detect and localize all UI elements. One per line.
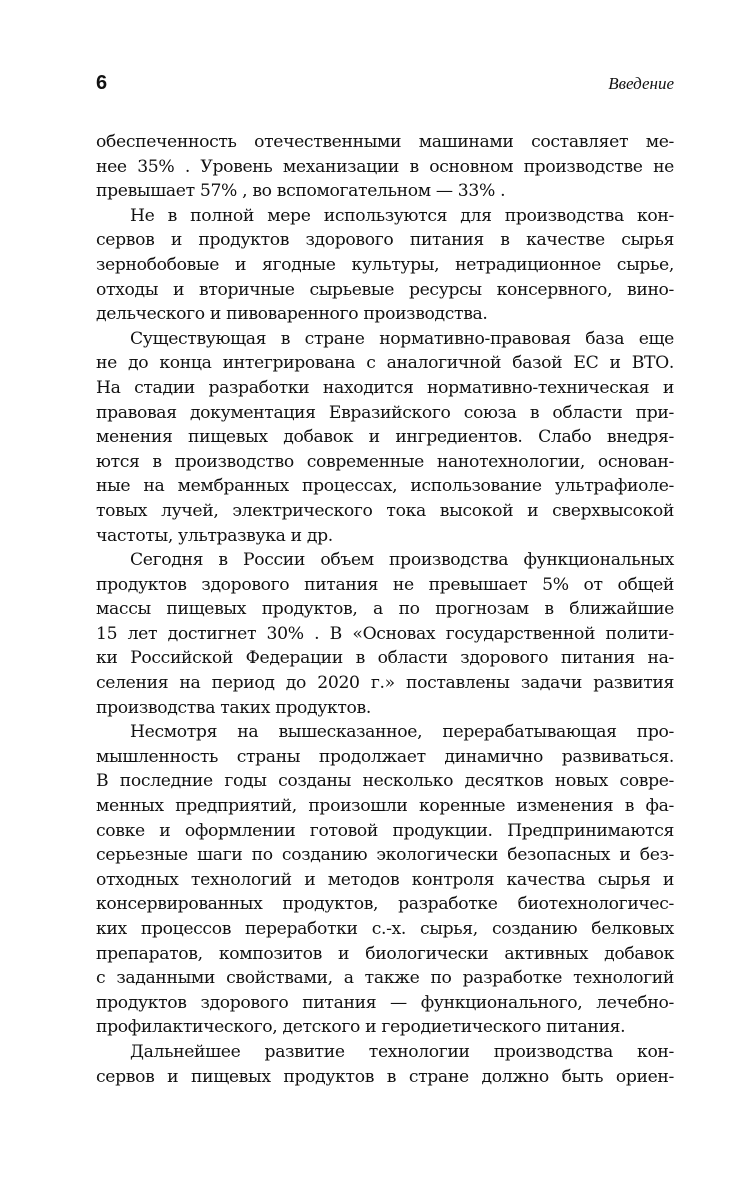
text-line: сервов и пищевых продуктов в стране должно быть ориен-: [96, 1066, 674, 1087]
text-line: превышает 57% , во вспомогательном — 33% .: [96, 181, 506, 202]
text-line: ких процессов переработки с.-х. сырья, созданию белковых: [96, 919, 674, 939]
text-line: производства таких продуктов.: [96, 697, 371, 718]
text-line: совке и оформлении готовой продукции. Предпринимаются: [96, 820, 674, 841]
text-line: менения пищевых добавок и ингредиентов. Слабо внедря-: [96, 427, 674, 448]
text-line: В последние годы созданы несколько десятков новых совре-: [96, 771, 674, 792]
page-header: [96, 70, 674, 100]
paragraph: [96, 1040, 674, 1089]
body-text: [96, 130, 674, 1089]
book-page: [96, 70, 674, 1089]
paragraph: [96, 130, 674, 204]
text-line: массы пищевых продуктов, а по прогнозам в ближайшие: [96, 599, 674, 620]
running-head: Введение: [608, 74, 674, 93]
page-number: 6: [96, 72, 108, 94]
text-line: ные на мембранных процессах, использование ультрафиоле-: [96, 476, 674, 497]
text-line: правовая документация Евразийского союза в области при-: [96, 402, 674, 423]
text-line: товых лучей, электрического тока высокой и сверхвысокой: [96, 500, 674, 521]
text-line: дельческого и пивоваренного производства.: [96, 304, 488, 325]
text-line: продуктов здорового питания — функционального, лечебно-: [96, 992, 674, 1013]
text-line: частоты, ультразвука и др.: [96, 525, 333, 546]
text-line: мышленность страны продолжает динамично развиваться.: [96, 746, 674, 767]
text-line: ки Российской Федерации в области здорового питания на-: [96, 648, 674, 669]
text-line: селения на период до 2020 г.» поставлены задачи развития: [96, 673, 674, 694]
text-line: не до конца интегрирована с аналогичной базой ЕС и ВТО.: [96, 353, 674, 374]
paragraph: [96, 204, 674, 327]
text-line: менных предприятий, произошли коренные изменения в фа-: [96, 796, 674, 817]
text-line: с заданными свойствами, а также по разработке технологий: [96, 968, 674, 989]
paragraph: [96, 720, 674, 1040]
text-line: На стадии разработки находится нормативно-техническая и: [96, 377, 674, 398]
text-line: обеспеченность отечественными машинами составляет ме-: [96, 132, 674, 152]
text-line: профилактического, детского и геродиетического питания.: [96, 1017, 626, 1038]
text-line: Не в полной мере используются для производства кон-: [130, 205, 674, 226]
text-line: нее 35% . Уровень механизации в основном производстве не: [96, 156, 674, 177]
text-line: 15 лет достигнет 30% . В «Основах государственной полити-: [96, 623, 674, 644]
text-line: продуктов здорового питания не превышает 5% от общей: [96, 574, 674, 595]
text-line: Существующая в стране нормативно-правовая база еще: [130, 328, 674, 349]
text-line: препаратов, композитов и биологически активных добавок: [96, 943, 674, 964]
text-line: сервов и продуктов здорового питания в качестве сырья: [96, 230, 674, 251]
text-line: Сегодня в России объем производства функциональных: [130, 550, 674, 571]
text-line: серьезные шаги по созданию экологически безопасных и без-: [96, 845, 674, 866]
text-line: зернобобовые и ягодные культуры, нетрадиционное сырье,: [96, 254, 674, 275]
text-line: Дальнейшее развитие технологии производства кон-: [130, 1041, 674, 1062]
text-line: отходных технологий и методов контроля качества сырья и: [96, 869, 674, 890]
paragraph: [96, 548, 674, 720]
text-line: консервированных продуктов, разработке биотехнологичес-: [96, 894, 674, 915]
text-line: Несмотря на вышесказанное, перерабатывающая про-: [130, 722, 674, 743]
paragraph: [96, 327, 674, 548]
text-line: ются в производство современные нанотехнологии, основан-: [96, 451, 674, 472]
text-line: отходы и вторичные сырьевые ресурсы консервного, вино-: [96, 279, 674, 300]
